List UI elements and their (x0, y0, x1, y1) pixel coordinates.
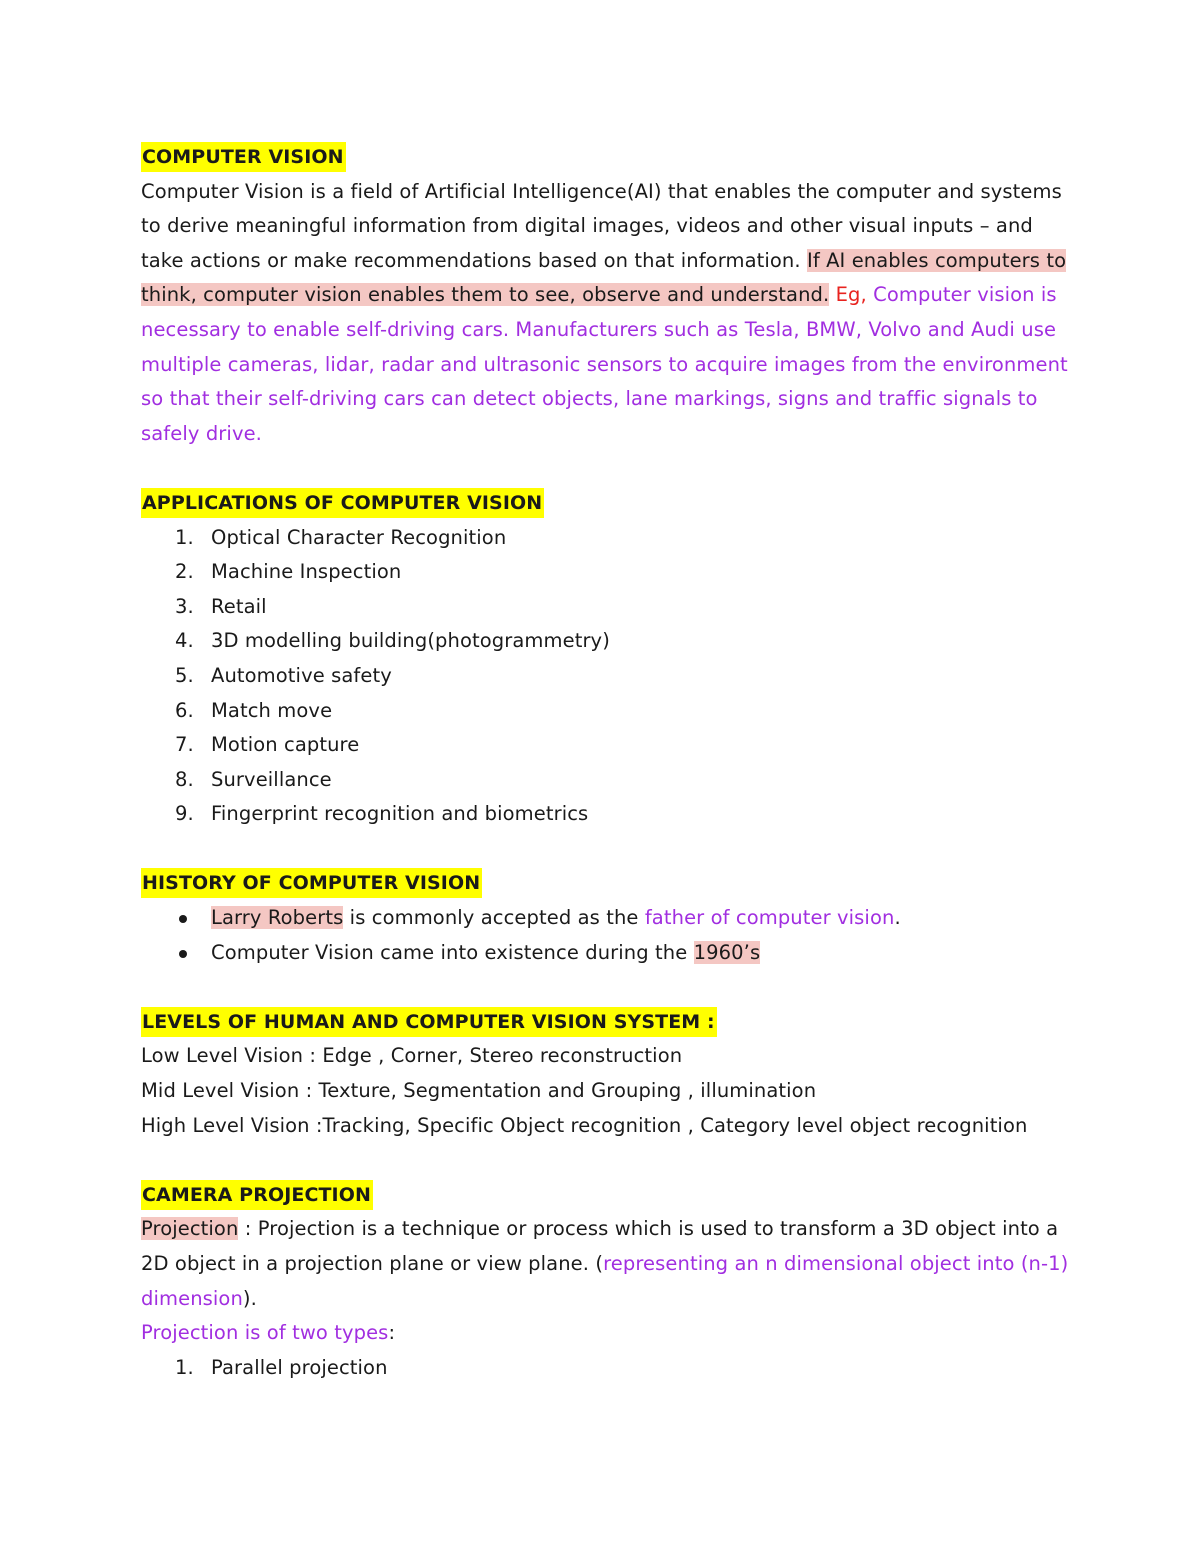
cv-eg-text: Computer vision is necessary to enable self-driving cars. Manufacturers such as Tesla, BMW, Volvo and Audi use multiple cameras, lidar, radar and ultrasonic sensors to acquire images from the environment so that their self-driving cars can detect objects, lane markings, signs and traffic signals to safely drive. (141, 283, 1068, 445)
bullet-icon (179, 915, 187, 923)
list-item: 8. Surveillance (175, 767, 332, 791)
larry-roberts-highlight: Larry Roberts (211, 906, 344, 930)
cv-eg-label: Eg, (835, 283, 867, 307)
applications-list (141, 521, 1071, 832)
projection-paragraph: Projection : Projection is a technique or process which is used to transform a 3D object into a 2D object in a projection plane or view plane. (representing an n dimensional object into (n-1) dimension). (141, 1217, 1069, 1310)
heading-applications: APPLICATIONS OF COMPUTER VISION (141, 488, 544, 518)
list-item: 4. 3D modelling building(photogrammetry) (175, 629, 610, 653)
projection-definition: representing an n dimensional object into (n-1) dimension (141, 1252, 1069, 1310)
heading-levels: LEVELS OF HUMAN AND COMPUTER VISION SYSTEM : (141, 1007, 717, 1037)
list-item: 2. Machine Inspection (175, 560, 402, 584)
year-highlight: 1960’s (693, 940, 761, 964)
cv-highlight-quote: If AI enables computers to think, computer vision enables them to see, observe and understand. (141, 248, 1067, 307)
list-item: 1. Parallel projection (175, 1355, 388, 1379)
heading-history: HISTORY OF COMPUTER VISION (141, 868, 482, 898)
list-item: Larry Roberts is commonly accepted as the father of computer vision. (141, 901, 1071, 936)
history-list (141, 901, 1071, 970)
cv-intro-text: Computer Vision is a field of Artificial Intelligence(AI) that enables the computer and systems to derive meaningful information from digital images, videos and other visual inputs – and take actions or make recommendations based on that information. (141, 179, 1062, 272)
list-item: 5. Automotive safety (175, 663, 392, 687)
list-item: 3. Retail (175, 594, 267, 618)
heading-camera-projection: CAMERA PROJECTION (141, 1180, 373, 1210)
mid-level-line: Mid Level Vision : Texture, Segmentation and Grouping , illumination (141, 1079, 817, 1103)
projection-types-list (141, 1351, 1071, 1386)
document-page (141, 140, 1071, 1385)
low-level-line: Low Level Vision : Edge , Corner, Stereo reconstruction (141, 1044, 683, 1068)
high-level-line: High Level Vision :Tracking, Specific Object recognition , Category level object recognition (141, 1113, 1028, 1137)
bullet-icon (179, 950, 187, 958)
list-item: Computer Vision came into existence during the 1960’s (141, 936, 1071, 971)
list-item: 9. Fingerprint recognition and biometrics (175, 802, 589, 826)
projection-term: Projection (141, 1217, 239, 1241)
list-item: 6. Match move (175, 698, 333, 722)
list-item: 7. Motion capture (175, 733, 360, 757)
list-item: 1. Optical Character Recognition (175, 525, 507, 549)
projection-types-line: Projection is of two types: (141, 1321, 396, 1345)
father-of-cv-text: father of computer vision (644, 906, 895, 930)
cv-paragraph (141, 175, 1071, 452)
heading-computer-vision: COMPUTER VISION (141, 142, 346, 172)
